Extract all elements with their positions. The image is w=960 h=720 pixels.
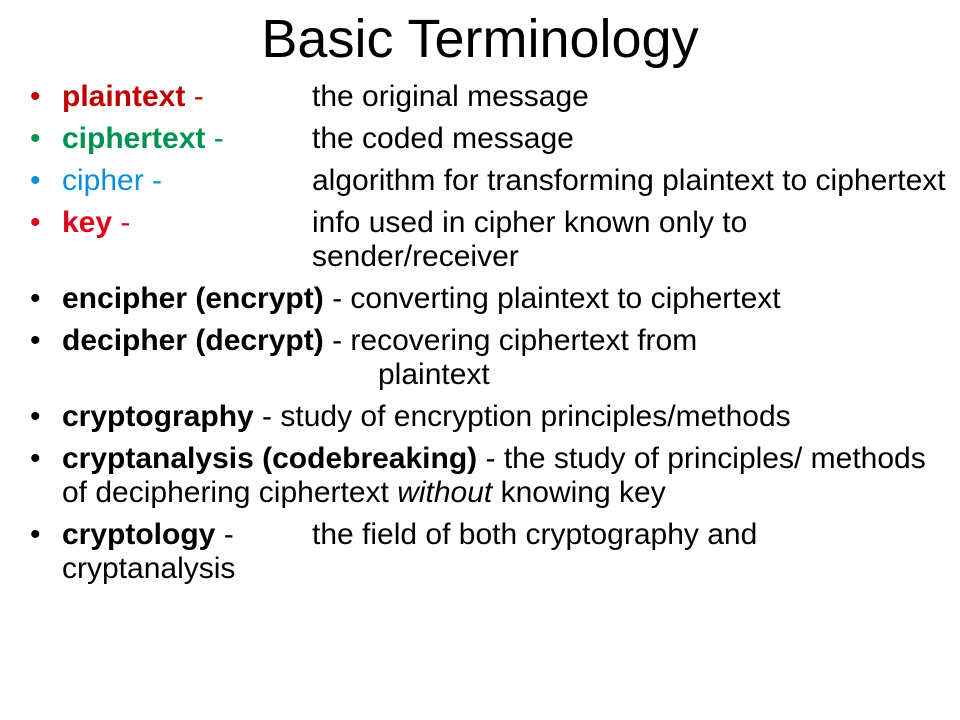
- term-cipher: cipher: [62, 164, 144, 197]
- list-item-key: [30, 206, 950, 274]
- list-item-cryptology: [30, 518, 950, 586]
- definition-row: [62, 324, 950, 392]
- definition-key: info used in cipher known only to sender/receiver: [312, 206, 748, 273]
- list-item-cryptography: [30, 400, 950, 434]
- term-plaintext: plaintext: [62, 80, 186, 113]
- bullet-dot: •: [30, 164, 41, 197]
- term-ciphertext: ciphertext: [62, 122, 206, 155]
- list-item-decipher: [30, 324, 950, 392]
- list-item-cipher: [30, 164, 950, 198]
- definition-cryptography: - study of encryption principles/methods: [253, 400, 791, 433]
- slide-title: Basic Terminology: [261, 9, 699, 69]
- definition-cryptanalysis: - the study of principles/ methods of deciphering ciphertext: [62, 442, 926, 509]
- definition-row: [62, 518, 950, 586]
- term-cell: [62, 80, 312, 114]
- term-decipher: decipher (decrypt): [62, 324, 324, 357]
- bullet-dot: •: [30, 518, 41, 551]
- term-cell: [62, 206, 312, 240]
- definition-cryptology: the field of both cryptography and: [312, 518, 758, 551]
- term-separator: -: [112, 206, 131, 239]
- definition-ciphertext: the coded message: [312, 122, 574, 155]
- bullet-dot: •: [30, 206, 41, 239]
- term-cell: [62, 518, 312, 552]
- bullet-dot: •: [30, 122, 41, 155]
- term-cryptanalysis: cryptanalysis (codebreaking): [62, 442, 478, 475]
- term-separator: -: [205, 122, 224, 155]
- term-separator: -: [215, 518, 234, 551]
- definition-row: [62, 282, 950, 316]
- definition-decipher: - recovering ciphertext from: [323, 324, 698, 357]
- definition-row: [62, 400, 950, 434]
- bullet-dot: •: [30, 282, 41, 315]
- definition-decipher-continued: plaintext: [378, 358, 490, 391]
- term-cryptology: cryptology: [62, 518, 216, 551]
- term-separator: -: [185, 80, 204, 113]
- term-cell: [62, 122, 312, 156]
- term-cell: [62, 164, 312, 198]
- definition-cryptanalysis-end: knowing key: [492, 476, 666, 509]
- term-cryptography: cryptography: [62, 400, 254, 433]
- bullet-dot: •: [30, 442, 41, 475]
- emphasis-without: without: [397, 476, 493, 509]
- definition-cryptology-continued: cryptanalysis: [62, 552, 236, 585]
- list-item-cryptanalysis: [30, 442, 950, 510]
- list-item-plaintext: [30, 80, 950, 114]
- definition-encipher: - converting plaintext to ciphertext: [323, 282, 781, 315]
- bullet-dot: •: [30, 400, 41, 433]
- definition-row: [62, 442, 950, 510]
- list-item-ciphertext: [30, 122, 950, 156]
- bullet-dot: •: [30, 324, 41, 357]
- definition-plaintext: the original message: [312, 80, 589, 113]
- term-key: key: [62, 206, 113, 239]
- term-separator: -: [143, 164, 163, 197]
- definition-cipher: algorithm for transforming plaintext to ciphertext: [312, 164, 946, 197]
- bullet-dot: •: [30, 80, 41, 113]
- term-encipher: encipher (encrypt): [62, 282, 324, 315]
- list-item-encipher: [30, 282, 950, 316]
- terminology-list: [30, 80, 950, 594]
